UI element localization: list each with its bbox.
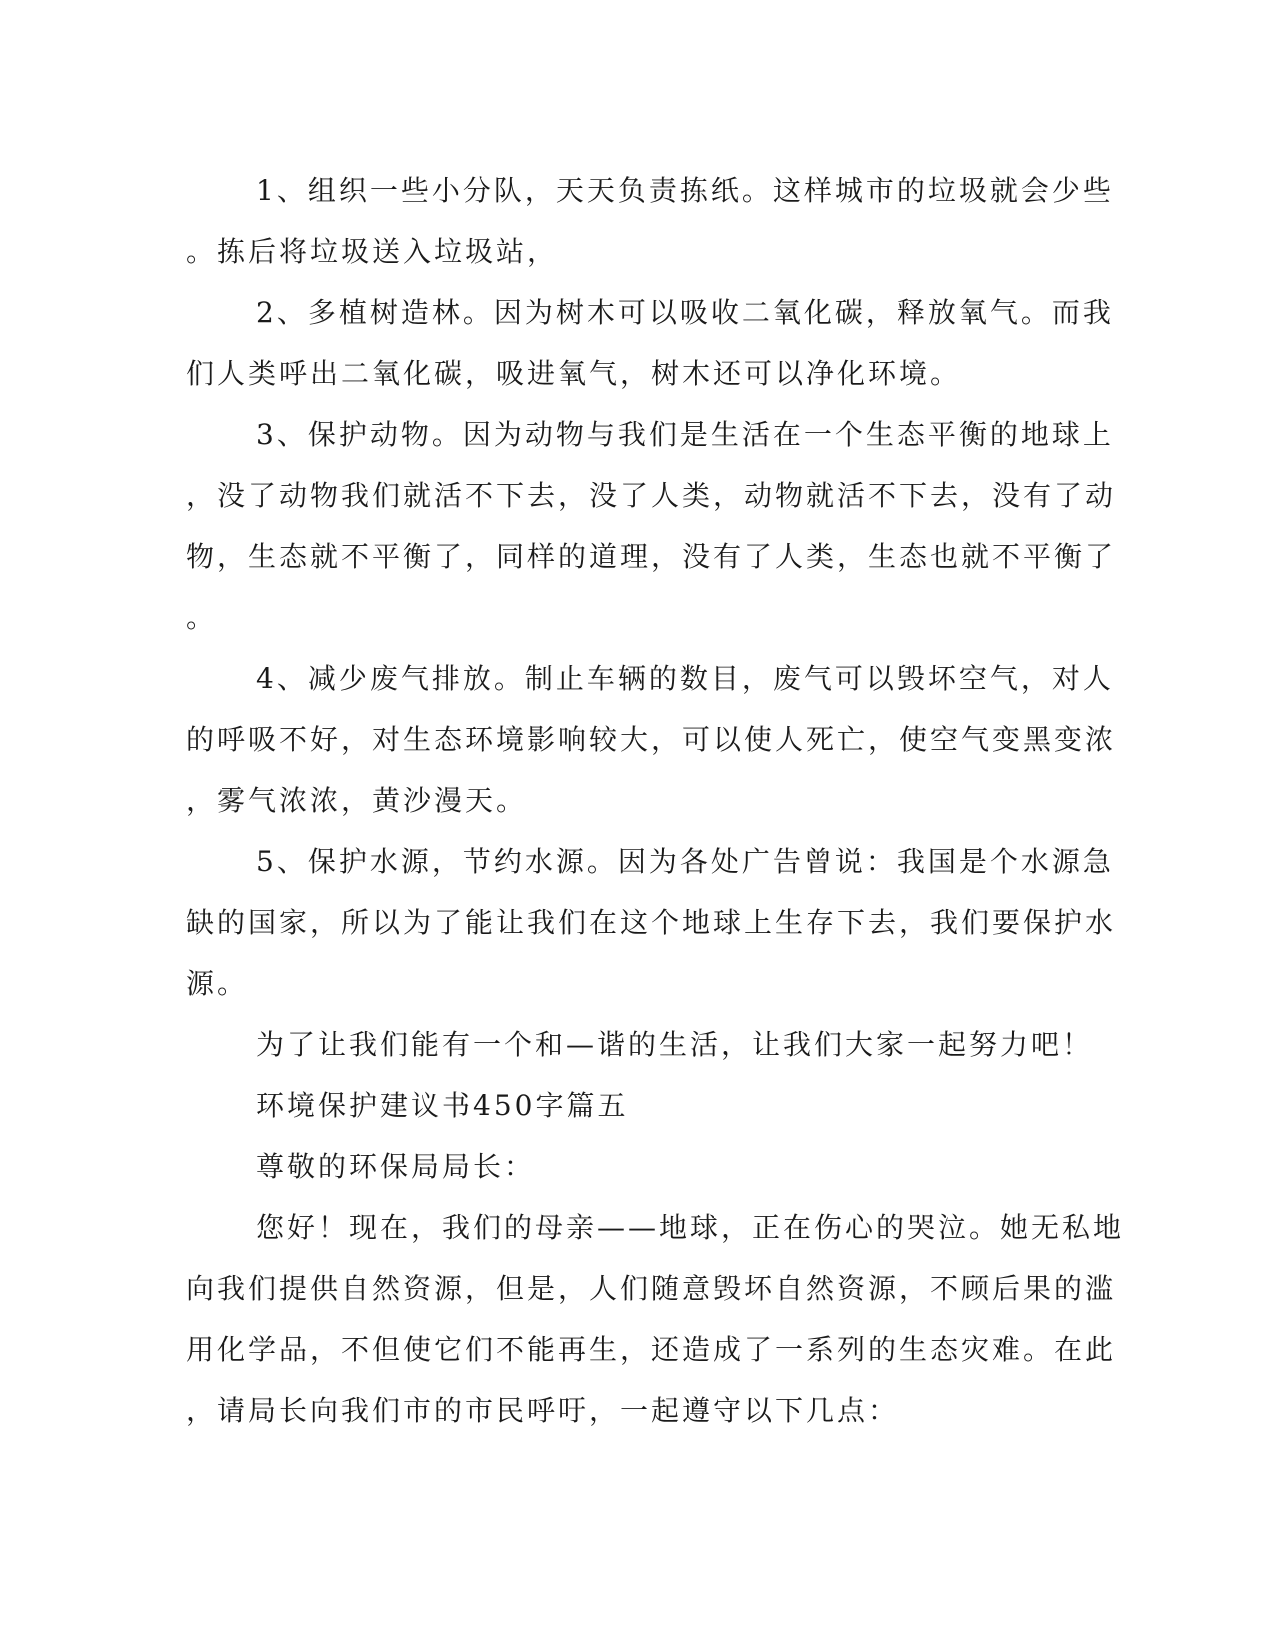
item-3-line-1: 3、保护动物。因为动物与我们是生活在一个生态平衡的地球上 — [256, 418, 1114, 451]
item-3-line-2: ，没了动物我们就活不下去，没了人类，动物就活不下去，没有了动 — [186, 479, 1117, 512]
item-1-line-1: 1、组织一些小分队，天天负责拣纸。这样城市的垃圾就会少些 — [256, 174, 1114, 207]
section-heading: 环境保护建议书450字篇五 — [256, 1089, 629, 1122]
item-5-line-2: 缺的国家，所以为了能让我们在这个地球上生存下去，我们要保护水 — [186, 906, 1117, 939]
letter-para-line-2: 向我们提供自然资源，但是，人们随意毁坏自然资源，不顾后果的滥 — [186, 1272, 1117, 1305]
letter-para-line-1: 您好！现在，我们的母亲——地球，正在伤心的哭泣。她无私地 — [256, 1211, 1125, 1244]
item-3-line-4: 。 — [186, 601, 218, 634]
item-3-line-3: 物，生态就不平衡了，同样的道理，没有了人类，生态也就不平衡了 — [186, 540, 1117, 573]
item-4-line-3: ，雾气浓浓，黄沙漫天。 — [186, 784, 528, 817]
item-5-line-1: 5、保护水源，节约水源。因为各处广告曾说：我国是个水源急 — [256, 845, 1114, 878]
letter-salutation: 尊敬的环保局局长： — [256, 1150, 536, 1183]
item-4-line-1: 4、减少废气排放。制止车辆的数目，废气可以毁坏空气，对人 — [256, 662, 1114, 695]
document-body — [186, 160, 1125, 1441]
item-1-line-2: 。拣后将垃圾送入垃圾站， — [186, 235, 559, 268]
item-2-line-2: 们人类呼出二氧化碳，吸进氧气，树木还可以净化环境。 — [186, 357, 962, 390]
letter-para-line-4: ，请局长向我们市的市民呼吁，一起遵守以下几点： — [186, 1394, 900, 1427]
item-2-line-1: 2、多植树造林。因为树木可以吸收二氧化碳，释放氧气。而我 — [256, 296, 1114, 329]
closing-sentence: 为了让我们能有一个和—谐的生活，让我们大家一起努力吧！ — [256, 1028, 1094, 1061]
letter-para-line-3: 用化学品，不但使它们不能再生，还造成了一系列的生态灾难。在此 — [186, 1333, 1117, 1366]
item-5-line-3: 源。 — [186, 967, 249, 1000]
item-4-line-2: 的呼吸不好，对生态环境影响较大，可以使人死亡，使空气变黑变浓 — [186, 723, 1117, 756]
